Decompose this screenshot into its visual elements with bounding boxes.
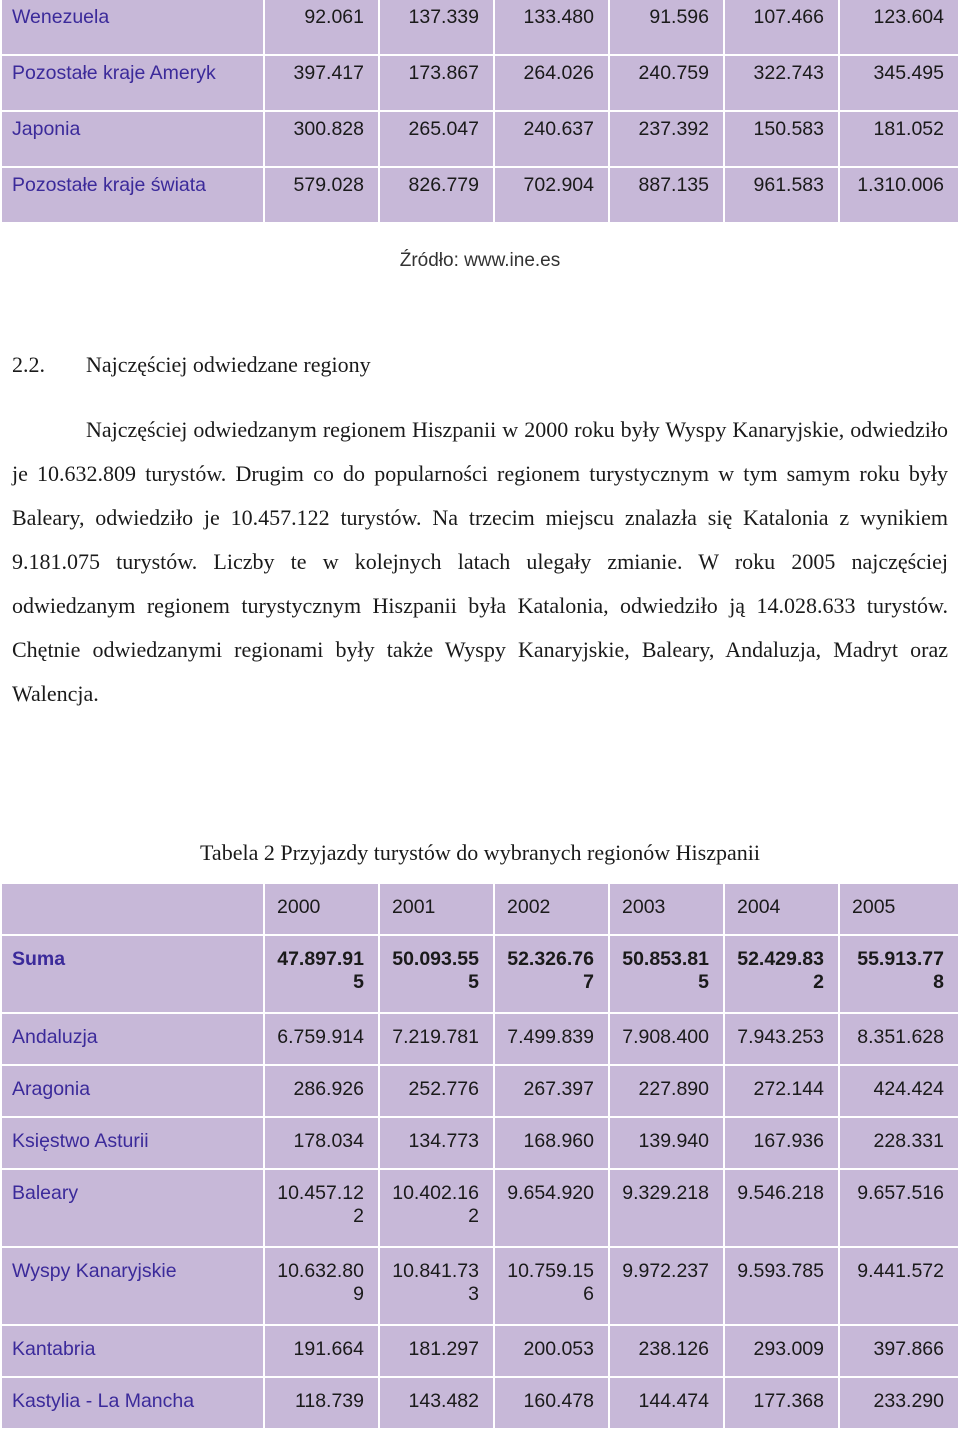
table-cell: 137.339 [379, 0, 494, 55]
table-cell: 10.457.12 2 [264, 1169, 379, 1247]
table-cell: 160.478 [494, 1377, 609, 1429]
table-row [2, 167, 958, 223]
table-cell: 50.853.81 5 [609, 935, 724, 1013]
regions-arrivals-table [2, 884, 958, 1430]
year-header: 2000 [264, 884, 379, 935]
table-cell: 10.841.73 3 [379, 1247, 494, 1325]
table-cell: 702.904 [494, 167, 609, 223]
table-cell: 228.331 [839, 1117, 958, 1169]
table-cell: 887.135 [609, 167, 724, 223]
table-cell: 107.466 [724, 0, 839, 55]
table-cell: 92.061 [264, 0, 379, 55]
table-cell: 240.759 [609, 55, 724, 111]
table-cell: 118.739 [264, 1377, 379, 1429]
year-header: 2005 [839, 884, 958, 935]
table-cell: 173.867 [379, 55, 494, 111]
table-cell: 272.144 [724, 1065, 839, 1117]
table-cell: 139.940 [609, 1117, 724, 1169]
row-label: Wyspy Kanaryjskie [2, 1247, 264, 1325]
table-row [2, 1325, 958, 1377]
row-label: Księstwo Asturii [2, 1117, 264, 1169]
table-cell: 150.583 [724, 111, 839, 167]
section-number: 2.2. [12, 352, 45, 377]
table-row [2, 1013, 958, 1065]
table-cell: 424.424 [839, 1065, 958, 1117]
table-row [2, 111, 958, 167]
table-cell: 9.654.920 [494, 1169, 609, 1247]
table-cell: 52.326.76 7 [494, 935, 609, 1013]
row-label: Kantabria [2, 1325, 264, 1377]
source-note: Źródło: www.ine.es [399, 250, 561, 271]
table-row [2, 1065, 958, 1117]
table-cell: 10.402.16 2 [379, 1169, 494, 1247]
table-header-row [2, 884, 958, 935]
table-cell: 191.664 [264, 1325, 379, 1377]
table-cell: 7.499.839 [494, 1013, 609, 1065]
table-cell: 134.773 [379, 1117, 494, 1169]
year-header: 2001 [379, 884, 494, 935]
row-label: Kastylia - La Mancha [2, 1377, 264, 1429]
table-cell: 237.392 [609, 111, 724, 167]
table-cell: 7.908.400 [609, 1013, 724, 1065]
table-row [2, 1377, 958, 1429]
row-label: Aragonia [2, 1065, 264, 1117]
row-label: Pozostałe kraje Ameryk [2, 55, 264, 111]
table-cell: 168.960 [494, 1117, 609, 1169]
table-cell: 10.759.15 6 [494, 1247, 609, 1325]
table-cell: 265.047 [379, 111, 494, 167]
table2-body [2, 884, 958, 1429]
year-header: 2002 [494, 884, 609, 935]
table-cell: 397.866 [839, 1325, 958, 1377]
table-cell: 47.897.91 5 [264, 935, 379, 1013]
table1-body [2, 0, 958, 223]
table-cell: 123.604 [839, 0, 958, 55]
row-label: Andaluzja [2, 1013, 264, 1065]
table-cell: 293.009 [724, 1325, 839, 1377]
year-header: 2003 [609, 884, 724, 935]
header-blank-cell [2, 884, 264, 935]
row-label: Pozostałe kraje świata [2, 167, 264, 223]
table-cell: 167.936 [724, 1117, 839, 1169]
table-cell: 200.053 [494, 1325, 609, 1377]
table-cell: 144.474 [609, 1377, 724, 1429]
table-cell: 91.596 [609, 0, 724, 55]
table-cell: 133.480 [494, 0, 609, 55]
table-cell: 240.637 [494, 111, 609, 167]
table-cell: 8.351.628 [839, 1013, 958, 1065]
table-cell: 300.828 [264, 111, 379, 167]
table-cell: 50.093.55 5 [379, 935, 494, 1013]
table-cell: 9.593.785 [724, 1247, 839, 1325]
table-cell: 826.779 [379, 167, 494, 223]
table-cell: 52.429.83 2 [724, 935, 839, 1013]
table-cell: 7.943.253 [724, 1013, 839, 1065]
table-cell: 9.441.572 [839, 1247, 958, 1325]
table-cell: 322.743 [724, 55, 839, 111]
section-paragraph: Najczęściej odwiedzanym regionem Hiszpanii w 2000 roku były Wyspy Kanaryjskie, odwiedziło je 10.632.809 turystów. Drugim co do popularności regionem turystycznym w tym samym roku były Baleary, odwiedziło je 10.457.122 turystów. Na trzecim miejscu znalazła się Katalonia z wynikiem 9.181.075 turystów. Liczby te w kolejnych latach ulegały zmianie. W roku 2005 najczęściej odwiedzanym regionem turystycznym Hiszpanii była Katalonia, odwiedziło ją 14.028.633 turystów. Chętnie odwiedzanymi regionami były także Wyspy Kanaryjskie, Baleary, Andaluzja, Madryt oraz Walencja. [12, 417, 948, 706]
table-cell: 55.913.77 8 [839, 935, 958, 1013]
table-row [2, 0, 958, 55]
table-cell: 1.310.006 [839, 167, 958, 223]
table-caption: Tabela 2 Przyjazdy turystów do wybranych regionów Hiszpanii [200, 840, 760, 865]
row-label: Japonia [2, 111, 264, 167]
table-cell: 286.926 [264, 1065, 379, 1117]
year-header: 2004 [724, 884, 839, 935]
table-cell: 9.546.218 [724, 1169, 839, 1247]
table-cell: 252.776 [379, 1065, 494, 1117]
table-cell: 397.417 [264, 55, 379, 111]
table-cell: 233.290 [839, 1377, 958, 1429]
table-cell: 181.052 [839, 111, 958, 167]
table-cell: 181.297 [379, 1325, 494, 1377]
table-cell: 961.583 [724, 167, 839, 223]
row-label: Suma [2, 935, 264, 1013]
table-cell: 143.482 [379, 1377, 494, 1429]
table-cell: 9.329.218 [609, 1169, 724, 1247]
table-row [2, 1247, 958, 1325]
table-cell: 10.632.80 9 [264, 1247, 379, 1325]
table-cell: 264.026 [494, 55, 609, 111]
table-cell: 238.126 [609, 1325, 724, 1377]
table-cell: 177.368 [724, 1377, 839, 1429]
row-label: Baleary [2, 1169, 264, 1247]
table-row [2, 1169, 958, 1247]
table-cell: 579.028 [264, 167, 379, 223]
table-cell: 345.495 [839, 55, 958, 111]
table-cell: 267.397 [494, 1065, 609, 1117]
section-title: Najczęściej odwiedzane regiony [86, 352, 371, 377]
row-label: Wenezuela [2, 0, 264, 55]
table-cell: 6.759.914 [264, 1013, 379, 1065]
table-cell: 227.890 [609, 1065, 724, 1117]
section-heading [12, 352, 371, 378]
visitors-by-country-table [2, 0, 958, 224]
table-cell: 9.657.516 [839, 1169, 958, 1247]
table-cell: 9.972.237 [609, 1247, 724, 1325]
table-row [2, 1117, 958, 1169]
table-cell: 7.219.781 [379, 1013, 494, 1065]
table-row [2, 935, 958, 1013]
table-cell: 178.034 [264, 1117, 379, 1169]
table-row [2, 55, 958, 111]
